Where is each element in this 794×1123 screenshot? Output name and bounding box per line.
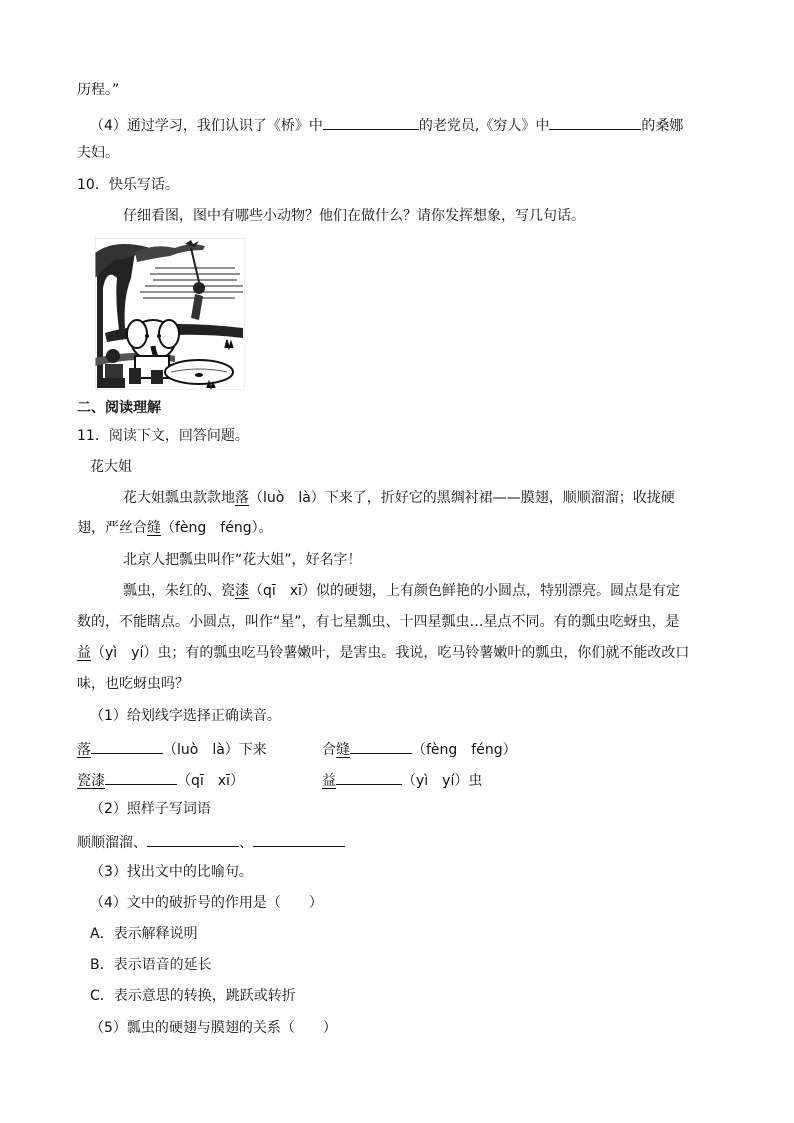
text-span: （5）瓢虫的硬翅与膜翅的关系（ ） (90, 1020, 337, 1036)
text-span: 瓢虫，朱红的、瓷 (123, 583, 235, 599)
text-span: （qī xī）似的硬翅，上有颜色鲜艳的小圆点，特别漂亮。圆点是有定 (249, 583, 680, 599)
q10-desc-text: 仔细看图，图中有哪些小动物？他们在做什么？请你发挥想象，写几句话。 (123, 208, 585, 224)
passage-line (77, 612, 680, 632)
question-10-prompt (123, 206, 585, 226)
q10-text: 10．快乐写话。 (77, 177, 179, 193)
underlined-char: 益 (77, 645, 91, 661)
text-span: B．表示语音的延长 (90, 957, 212, 973)
pinyin-row-2b (322, 768, 482, 791)
text-span: （1）给划线字选择正确读音。 (90, 708, 281, 724)
underlined-char: 缝 (147, 520, 161, 536)
underlined-char: 益 (322, 773, 336, 789)
text-span: A．表示解释说明 (90, 926, 198, 942)
passage-title (90, 457, 132, 477)
passage-line (77, 643, 689, 663)
q4-text-a: （4）通过学习，我们认识了《桥》中 (90, 118, 323, 134)
text-span: 、 (239, 835, 253, 851)
answer-blank[interactable] (350, 737, 412, 754)
text-line (77, 80, 119, 100)
text-span: （qī xī） (177, 773, 244, 789)
text-span: （yì yí）虫 (402, 773, 483, 789)
passage-line (123, 488, 675, 508)
q4-text-b: 的老党员,《穷人》中 (418, 118, 550, 134)
underlined-char: 缝 (336, 742, 350, 758)
sub-question-5 (90, 1018, 337, 1038)
text-span: 花大姐瓢虫款款地 (123, 490, 235, 506)
text-span: 翅，严丝合 (77, 520, 147, 536)
sub-question-3 (90, 862, 253, 882)
text-span: （fèng féng）。 (161, 520, 273, 536)
text-span: 顺顺溜溜、 (77, 835, 147, 851)
answer-blank[interactable] (549, 113, 641, 130)
q4-text-c: 的桑娜 (641, 118, 684, 134)
text-span: 味，也吃蚜虫吗？ (77, 676, 189, 692)
answer-blank[interactable] (147, 830, 239, 847)
option-c[interactable] (90, 986, 296, 1006)
text-span: 合 (322, 742, 336, 758)
text-span: （luò là）下来 (163, 742, 267, 758)
underlined-char: 落 (235, 490, 249, 506)
q4-text-d: 夫妇。 (77, 145, 119, 161)
sub-question-2 (90, 799, 211, 819)
section-heading (77, 398, 161, 418)
passage-line (123, 581, 680, 601)
passage-line (77, 518, 273, 538)
text-span: 北京人把瓢虫叫作“花大姐”，好名字！ (123, 552, 362, 568)
answer-blank[interactable] (336, 768, 402, 785)
answer-blank[interactable] (323, 113, 419, 130)
q11-text: 11．阅读下文，回答问题。 (77, 428, 249, 444)
option-b[interactable] (90, 955, 212, 975)
question-10-heading (77, 175, 179, 195)
question-4 (90, 113, 683, 136)
question-11-heading (77, 426, 249, 446)
word-blanks-row (77, 830, 345, 853)
text-span: C．表示意思的转换，跳跃或转折 (90, 988, 296, 1004)
text-span: （3）找出文中的比喻句。 (90, 864, 253, 880)
answer-blank[interactable] (105, 768, 177, 785)
option-a[interactable] (90, 924, 198, 944)
underlined-char: 瓷漆 (77, 773, 105, 789)
pinyin-row-2 (77, 768, 244, 791)
underlined-char: 落 (77, 742, 91, 758)
section-title: 二、阅读理解 (77, 400, 161, 416)
line-text: 历程。” (77, 82, 120, 98)
illustration-image (95, 238, 245, 390)
text-span: 数的，不能瞎点。小圆点，叫作“星”，有七星瓢虫、十四星瓢虫…星点不同。有的瓢虫吃蚜虫，是 (77, 614, 680, 630)
text-span: （fèng féng） (412, 742, 517, 758)
passage-line (77, 674, 189, 694)
answer-blank[interactable] (91, 737, 163, 754)
text-span: （yì yí）虫；有的瓢虫吃马铃薯嫩叶，是害虫。我说，吃马铃薯嫩叶的瓢虫，你们就不能改改口 (91, 645, 690, 661)
pinyin-row-1 (77, 737, 267, 760)
text-line (77, 143, 119, 163)
underlined-char: 漆 (235, 583, 249, 599)
answer-blank[interactable] (253, 830, 345, 847)
sub-question-4 (90, 893, 323, 913)
passage-title-text: 花大姐 (90, 459, 132, 475)
pinyin-row-1b (322, 737, 517, 760)
sub-question-1 (90, 706, 281, 726)
text-span: （luò là）下来了，折好它的黑绸衬裙——膜翅，顺顺溜溜；收拢硬 (249, 490, 675, 506)
text-span: （4）文中的破折号的作用是（ ） (90, 895, 323, 911)
passage-line (123, 550, 362, 570)
text-span: （2）照样子写词语 (90, 801, 211, 817)
